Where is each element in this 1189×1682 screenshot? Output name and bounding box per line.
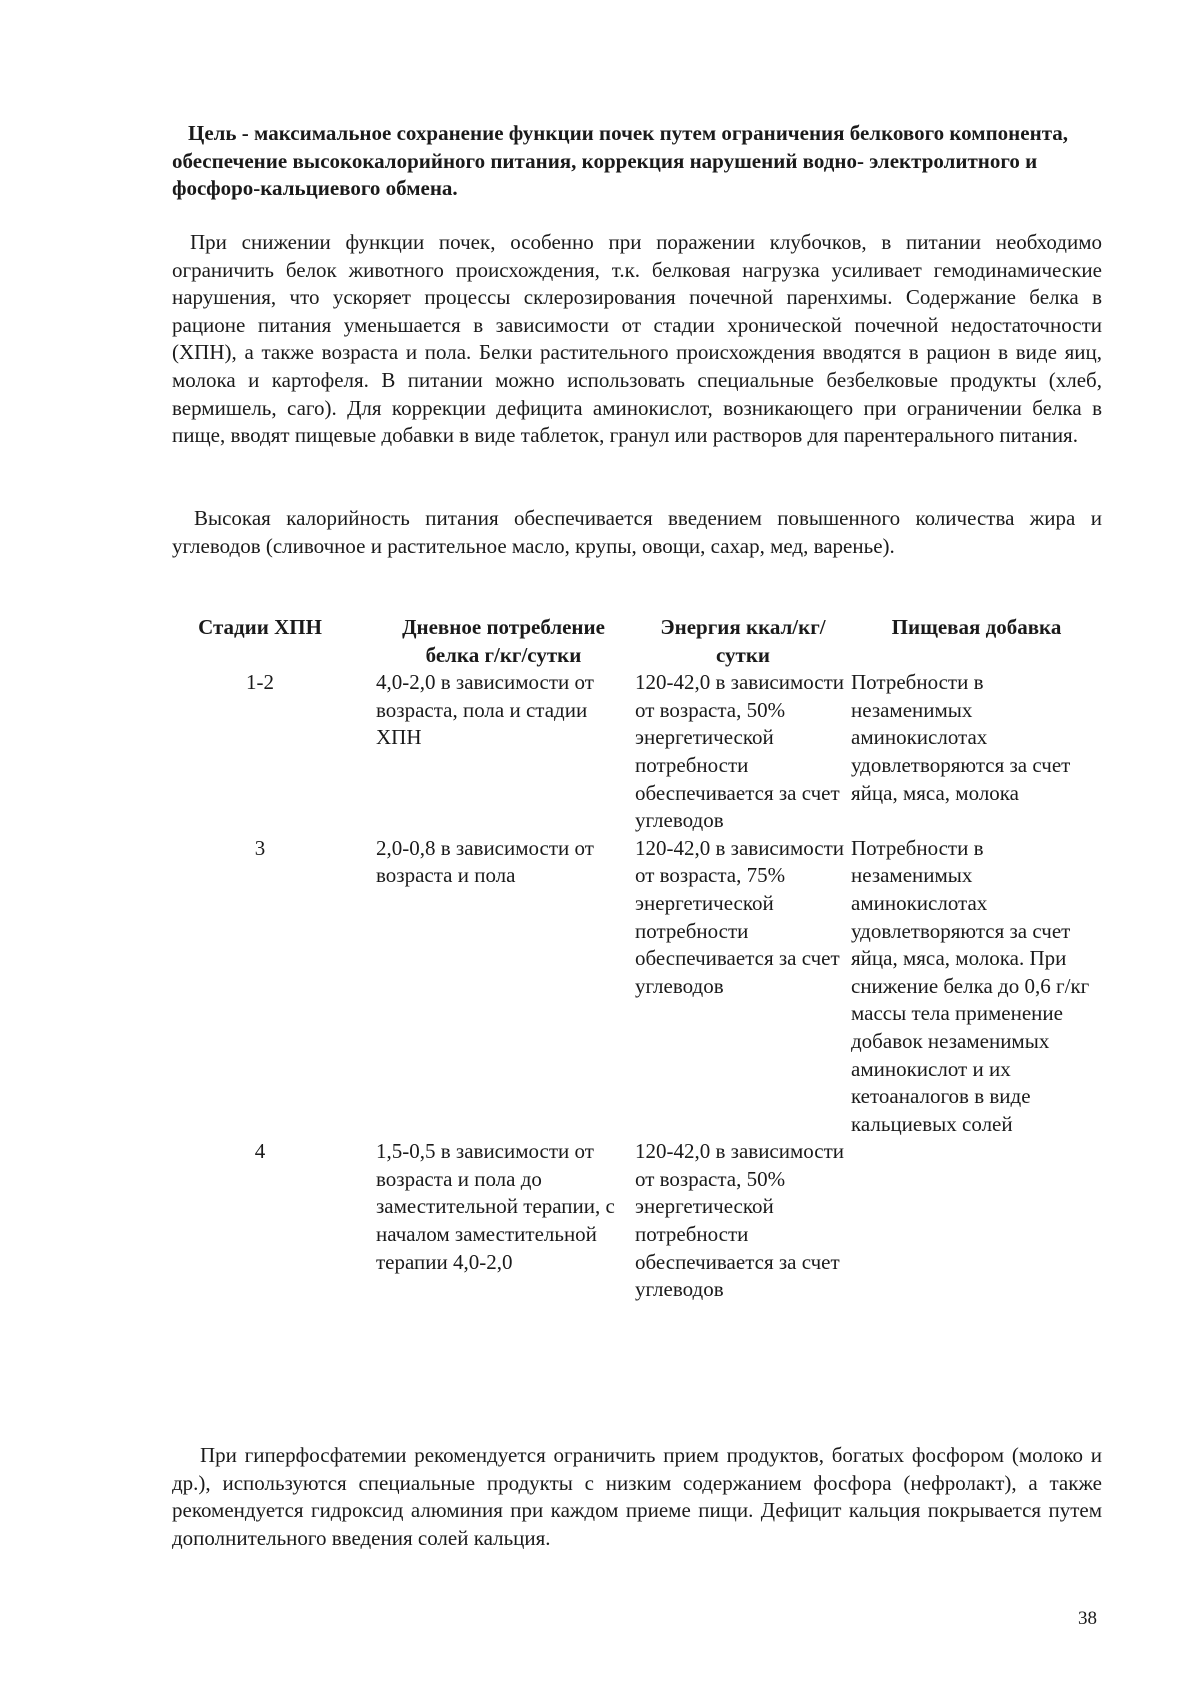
cell-stage: 3 xyxy=(254,835,266,860)
cell-protein: 1,5-0,5 в зависимости от возраста и пола до заместительной терапии, с началом заместительной терапии 4,0-2,0 xyxy=(376,1139,615,1274)
header-protein: Дневное потребление белка г/кг/сутки xyxy=(402,615,605,667)
cell-energy: 120-42,0 в зависимости от возраста, 75% энергетической потребности обеспечивается за счет углеводов xyxy=(635,835,845,998)
cell-stage: 1-2 xyxy=(246,670,274,695)
header-energy: Энергия ккал/кг/сутки xyxy=(660,615,826,667)
cell-supplement: Потребности в незаменимых аминокислотах удовлетворяются за счет яйца, мяса, молока. При снижение белка до 0,6 г/кг массы тела применение добавок незаменимых аминокислот и их кетоаналогов в виде кальциевых солей xyxy=(851,835,1090,1136)
cell-energy: 120-42,0 в зависимости от возраста, 50% энергетической потребности обеспечивается за счет углеводов xyxy=(635,670,845,833)
table-row xyxy=(172,1138,1102,1304)
cell-supplement: Потребности в незаменимых аминокислотах удовлетворяются за счет яйца, мяса, молока xyxy=(851,670,1071,805)
goal-statement xyxy=(172,120,1072,203)
paragraph-calorie-intake: Высокая калорийность питания обеспечивается введением повышенного количества жира и углеводов (сливочное и растительное масло, крупы, овощи, сахар, мед, варенье). xyxy=(172,506,1102,558)
table-header-row xyxy=(172,614,1102,669)
table-row xyxy=(172,835,1102,1139)
cell-protein: 4,0-2,0 в зависимости от возраста, пола и стадии ХПН xyxy=(376,670,594,750)
cell-energy: 120-42,0 в зависимости от возраста, 50% энергетической потребности обеспечивается за счет углеводов xyxy=(635,1139,845,1302)
paragraph-hyperphosphatemia: При гиперфосфатемии рекомендуется ограничить прием продуктов, богатых фосфором (молоко и др.), используются специальные продукты с низким содержанием фосфора (нефролакт), а также рекомендуется гидроксид алюминия при каждом приеме пищи. Дефицит кальция покрывается путем дополнительного введения солей кальция. xyxy=(172,1443,1102,1550)
goal-text: Цель - максимальное сохранение функции почек путем ограничения белкового компонента, обеспечение высококалорийного питания, коррекция нарушений водно- электролитного и фосфоро-кальциевого обмена. xyxy=(172,121,1069,200)
header-stage: Стадии ХПН xyxy=(198,615,322,639)
table-row xyxy=(172,669,1102,835)
cell-protein: 2,0-0,8 в зависимости от возраста и пола xyxy=(376,835,594,888)
ckd-stages-table xyxy=(172,614,1102,1304)
paragraph-protein-restriction: При снижении функции почек, особенно при поражении клубочков, в питании необходимо ограничить белок животного происхождения, т.к. белковая нагрузка усиливает гемодинамические нарушения, что ускоряет процессы склерозирования почечной паренхимы. Содержание белка в рационе питания уменьшается в зависимости от стадии хронической почечной недостаточности (ХПН), а также возраста и пола. Белки растительного происхождения вводятся в рацион в виде яиц, молока и картофеля. В питании можно использовать специальные безбелковые продукты (хлеб, вермишель, саго). Для коррекции дефицита аминокислот, возникающего при ограничении белка в пище, вводят пищевые добавки в виде таблеток, гранул или растворов для парентерального питания. xyxy=(172,230,1102,448)
page-number: 38 xyxy=(1078,1608,1097,1629)
header-supplement: Пищевая добавка xyxy=(891,615,1062,639)
cell-stage: 4 xyxy=(254,1139,266,1164)
cell-supplement xyxy=(851,1138,1102,1304)
